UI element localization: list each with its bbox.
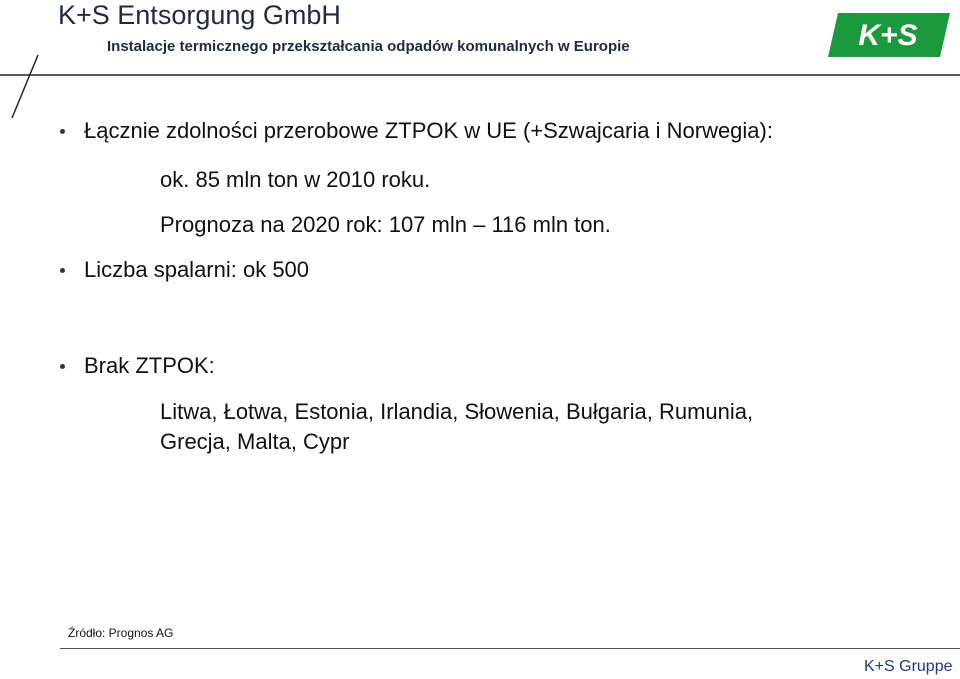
bullet-no-ztpok: Brak ZTPOK: [84, 353, 215, 378]
footer-divider [60, 648, 960, 649]
bullet-icon [60, 364, 65, 369]
bullet-icon [60, 268, 65, 273]
bullet-icon [60, 129, 65, 134]
company-title: K+S Entsorgung GmbH [58, 0, 341, 30]
subitem-countries-line2: Grecja, Malta, Cypr [160, 429, 350, 454]
bullet-incinerator-count: Liczba spalarni: ok 500 [84, 257, 310, 282]
subitem-2010: ok. 85 mln ton w 2010 roku. [160, 167, 431, 192]
source-note: Źródło: Prognos AG [68, 626, 174, 640]
footer-brand: K+S Gruppe [864, 658, 953, 675]
bullet-capacity: Łącznie zdolności przerobowe ZTPOK w UE (+Szwajcaria i Norwegia): [84, 118, 773, 143]
subitem-countries-line1: Litwa, Łotwa, Estonia, Irlandia, Słowenia, Bułgaria, Rumunia, [160, 399, 754, 424]
ks-logo [828, 13, 950, 57]
slide-subtitle: Instalacje termicznego przekształcania odpadów komunalnych w Europie [107, 38, 630, 55]
header-rule-decoration [0, 0, 960, 120]
subitem-2020-forecast: Prognoza na 2020 rok: 107 mln – 116 mln ton. [160, 212, 611, 237]
logo-text: K+S [858, 19, 918, 52]
